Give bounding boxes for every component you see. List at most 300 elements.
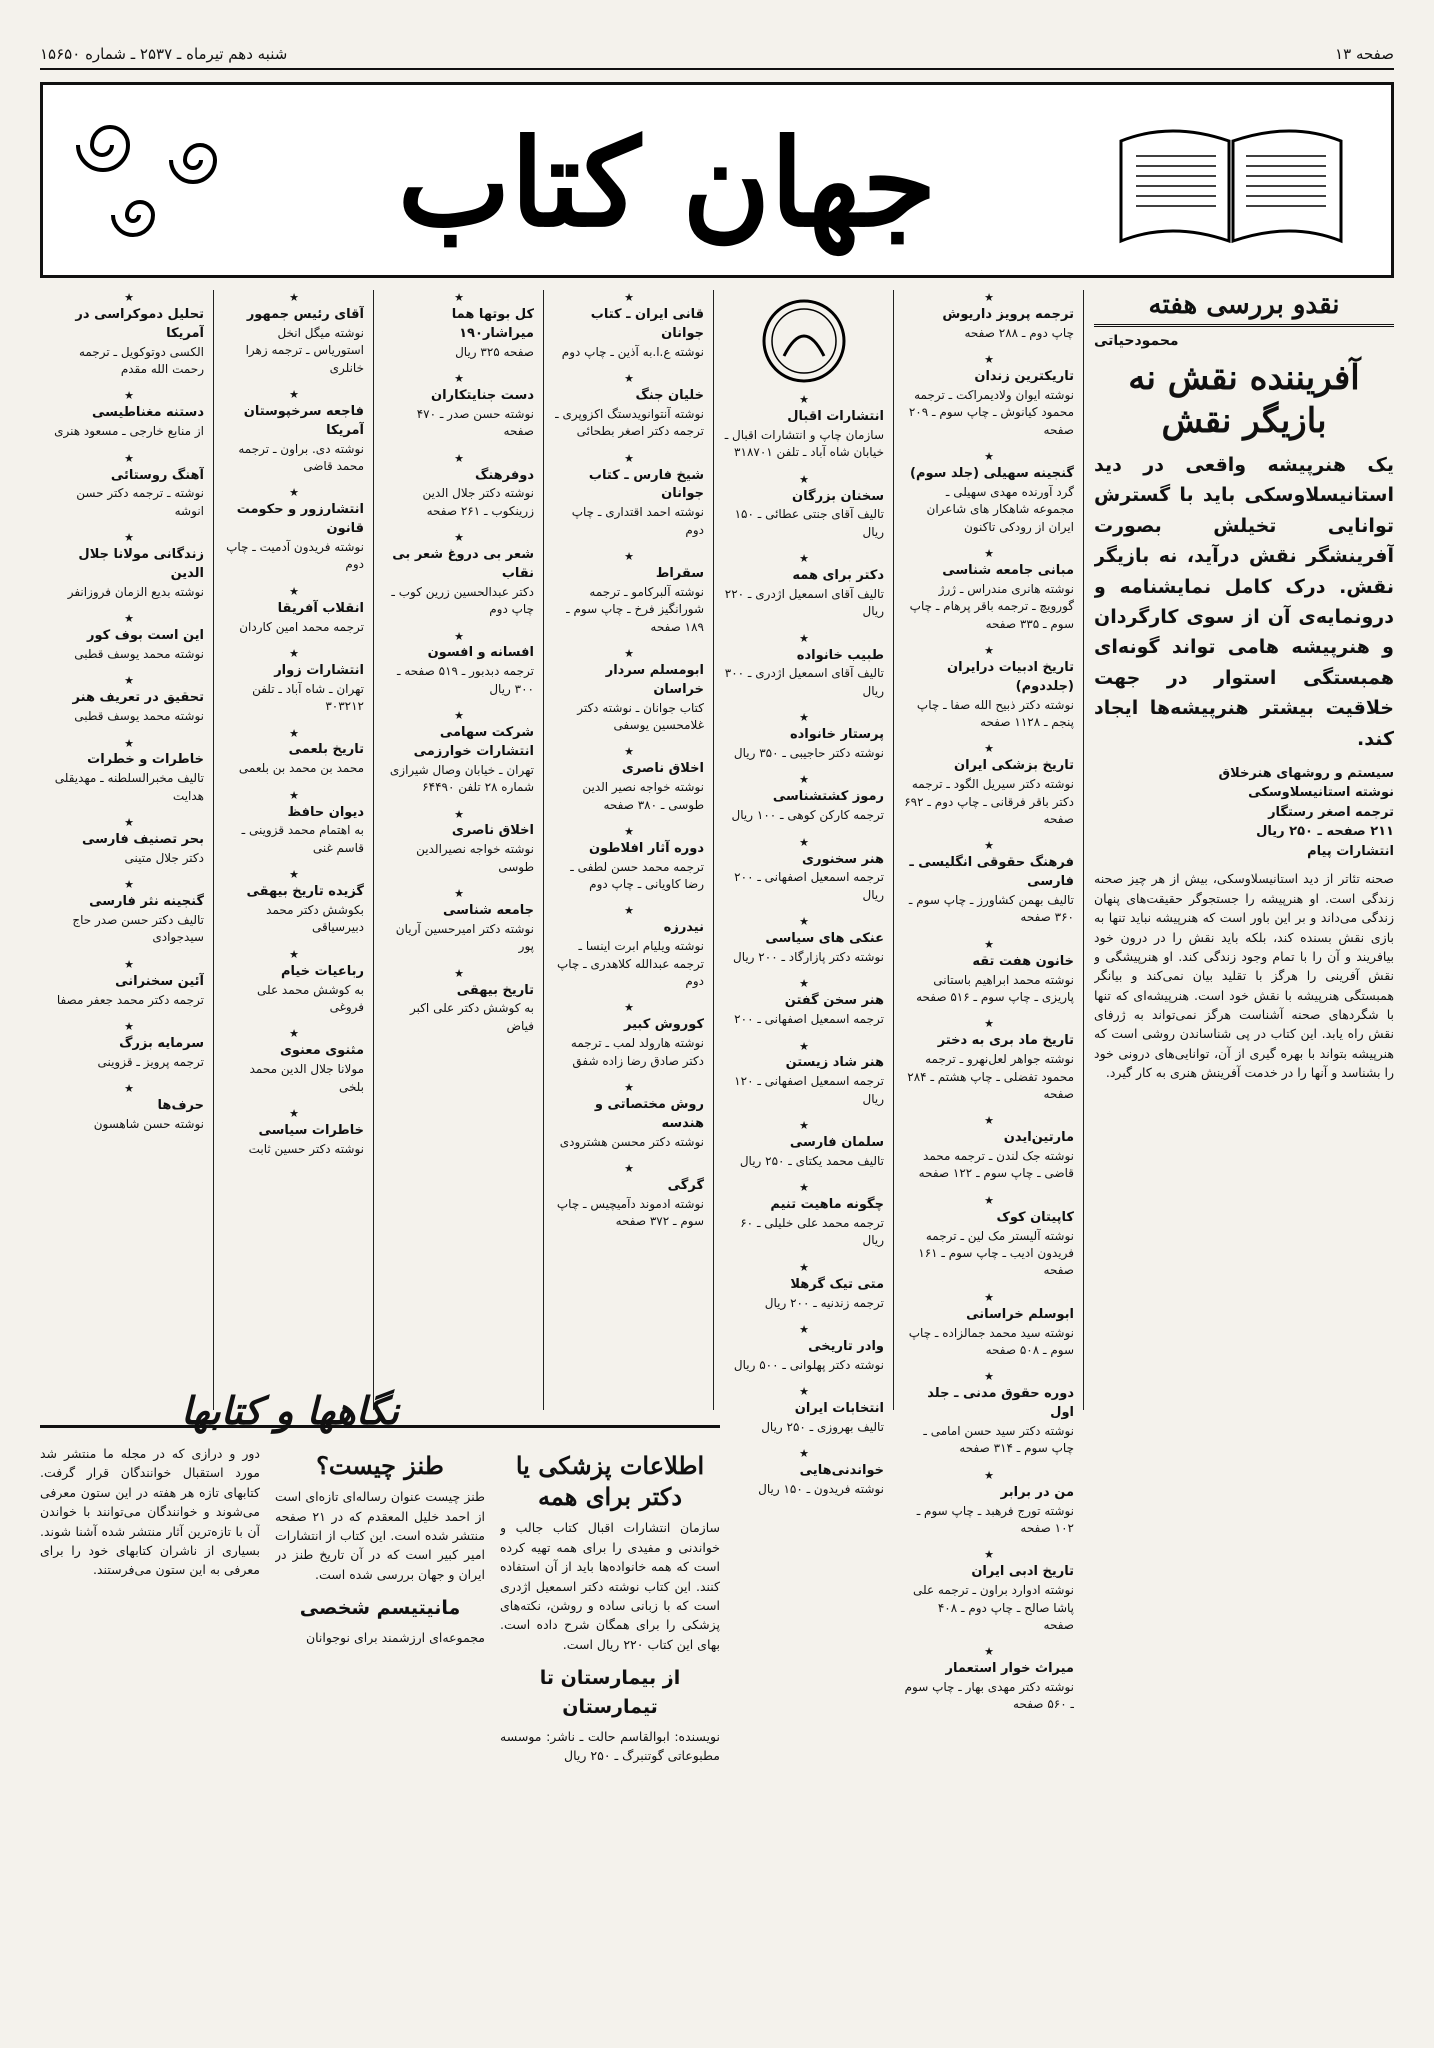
book-title: گرگی: [667, 1177, 704, 1193]
book-list-column-2: [724, 290, 884, 1990]
book-details: به کوشش دکتر علی اکبر فیاض: [409, 1001, 534, 1033]
book-details: الکسی دوتوکویل ـ ترجمه رحمت الله مقدم: [78, 344, 204, 377]
page-header: [40, 40, 1394, 70]
book-entry: [224, 387, 364, 475]
book-entry: [724, 631, 884, 701]
book-entry: [554, 646, 704, 734]
book-entry: [724, 472, 884, 542]
book-entry: [904, 1468, 1074, 1538]
book-details: نوشته دکتر محسن هشترودی: [559, 1134, 704, 1149]
star-icon: ★: [984, 937, 994, 951]
book-entry: [384, 629, 534, 699]
book-details: گرد آورنده مهدی سهیلی ـ مجموعه شاهکار های شاعران ایران از رودکی تاکنون: [926, 484, 1074, 534]
book-details: نوشته دکتر سید حسن امامی ـ چاپ سوم ـ ۳۱۴ صفحه: [923, 1424, 1074, 1456]
book-details: ترجمه کارکن کوهی ـ ۱۰۰ ریال: [731, 808, 884, 823]
book-entry: [54, 451, 204, 521]
book-details: تالیف آقای جنتی عطائی ـ ۱۵۰ ریال: [734, 507, 884, 539]
book-title: هنر سخنوری: [802, 851, 884, 867]
book-entry: [904, 1016, 1074, 1103]
book-details: ترجمه دکتر محمد جعفر مصفا: [56, 992, 204, 1007]
star-icon: ★: [454, 966, 464, 980]
book-entry: [724, 1260, 884, 1312]
book-entry: [904, 352, 1074, 439]
book-entry: [54, 815, 204, 867]
star-icon: ★: [124, 736, 134, 750]
star-icon: ★: [289, 726, 299, 740]
book-details: نوشته دکتر امیرحسین آریان پور: [395, 921, 534, 954]
star-icon: ★: [624, 372, 634, 386]
book-title: قانی ایران ـ کتاب جوانان: [590, 306, 704, 341]
article-3: [40, 1444, 260, 2014]
book-title: نیدرزه: [663, 920, 704, 936]
book-entry: [54, 877, 204, 947]
book-entry: [54, 611, 204, 663]
star-icon: ★: [799, 472, 809, 486]
star-icon: ★: [984, 1114, 994, 1128]
book-details: نوشته سید محمد جمالزاده ـ چاپ سوم ـ ۵۰۸ صفحه: [908, 1325, 1074, 1357]
book-title: مبانی جامعه شناسی: [942, 563, 1074, 579]
star-icon: ★: [289, 1027, 299, 1041]
book-entry: [554, 451, 704, 539]
book-details: ترجمه محمد امین کاردان: [239, 619, 364, 634]
star-icon: ★: [799, 552, 809, 566]
star-icon: ★: [984, 1468, 994, 1482]
article-1-sub: از بیمارستان تا تیمارستان: [539, 1667, 681, 1719]
book-entry: [384, 290, 534, 361]
book-entry: [904, 838, 1074, 926]
star-icon: ★: [799, 1322, 809, 1336]
book-entry: [54, 530, 204, 601]
book-details: نوشته دکتر مهدی بهار ـ چاپ سوم ـ ۵۶۰ صفحه: [904, 1680, 1074, 1712]
book-entry: [904, 643, 1074, 731]
article-1-body: سازمان انتشارات اقبال کتاب جالب و خواندنی و مفیدی را برای همه تهیه کرده است که همه خانواده‌ها باید از آن استفاده کنند. این کتاب نوشته دکتر اسمعیل اژدری است که با زبانی ساده و روشن، نکته‌های پزشکی را برای همگان شرح داده است. بهای این کتاب ۲۲۰ ریال است.: [500, 1520, 720, 1652]
review-book-publisher: انتشارات پیام: [1307, 843, 1394, 859]
book-entry: [384, 708, 534, 796]
book-title: رموز کشتشناسی: [772, 789, 884, 805]
book-title: تحقیق در تعریف هنر: [72, 690, 204, 706]
book-entry: [224, 867, 364, 937]
book-details: تالیف بهروزی ـ ۲۵۰ ریال: [761, 1419, 884, 1434]
book-title: انتشارات اقبال: [787, 408, 884, 424]
book-title: تاریخ بلعمی: [288, 742, 364, 758]
star-icon: ★: [124, 878, 134, 892]
book-details: نوشته ع.ا.به آذین ـ چاپ دوم: [561, 344, 704, 359]
star-icon: ★: [124, 291, 134, 304]
book-entry: [554, 744, 704, 814]
book-title: عنکی های سیاسی: [765, 931, 884, 947]
star-icon: ★: [799, 977, 809, 991]
book-details: نوشته دکتر جلال الدین زرینکوب ـ ۲۶۱ صفحه: [422, 486, 534, 518]
book-entry: [384, 451, 534, 521]
star-icon: ★: [799, 631, 809, 645]
book-entry: [904, 1193, 1074, 1280]
book-details: تالیف دکتر حسن صدر حاج سیدجوادی: [72, 913, 204, 945]
star-icon: ★: [454, 709, 464, 723]
star-icon: ★: [799, 711, 809, 725]
article-1: [500, 1444, 720, 2014]
book-details: تالیف آقای اسمعیل اژدری ـ ۳۰۰ ریال: [724, 666, 884, 698]
review-article: [1094, 290, 1394, 1410]
book-title: آئین سخنرانی: [115, 973, 204, 989]
book-details: نوشته فریدون ـ ۱۵۰ ریال: [758, 1482, 884, 1497]
book-title: فرهنگ حقوقی انگلیسی ـ فارسی: [909, 855, 1074, 890]
book-details: نوشته دکتر حسین ثابت: [248, 1141, 364, 1156]
book-entry: [724, 914, 884, 966]
book-entry: [224, 788, 364, 858]
book-title: متی تیک گرهلا: [790, 1276, 884, 1292]
book-list-column-5: [224, 290, 364, 1410]
book-list-column-4: [384, 290, 534, 1410]
star-icon: ★: [124, 451, 134, 465]
book-entry: [904, 1369, 1074, 1457]
book-title: کوروش کبیر: [624, 1017, 704, 1033]
star-icon: ★: [799, 1039, 809, 1053]
book-title: گنجینه سهیلی (جلد سوم): [910, 466, 1074, 482]
book-title: حرف‌ها: [157, 1098, 204, 1114]
column-divider: [713, 290, 714, 1410]
book-title: سلمان فارسی: [789, 1135, 884, 1150]
star-icon: ★: [799, 835, 809, 849]
review-book-translator: ترجمه اصغر رستگار: [1268, 804, 1394, 820]
book-details: نوشته آنتوانویدستگ اکزوپری ـ ترجمه دکتر اصغر بطحائی: [555, 406, 704, 439]
book-entry: [224, 485, 364, 573]
book-details: نوشته هانری مندراس ـ ژرژ گورویچ ـ ترجمه باقر پرهام ـ چاپ سوم ـ ۳۳۵ صفحه: [909, 581, 1074, 631]
book-details: محمد بن محمد بن بلعمی: [238, 761, 364, 776]
article-1-head: اطلاعات پزشکی یا دکتر برای همه: [515, 1451, 705, 1512]
book-details: ترجمه دبدبور ـ ۵۱۹ صفحه ـ ۳۰۰ ریال: [397, 664, 534, 696]
star-icon: ★: [799, 1447, 809, 1461]
review-book-pages: ۲۱۱ صفحه ـ ۲۵۰ ریال: [1256, 824, 1394, 840]
book-title: من در برابر: [1000, 1484, 1074, 1500]
book-details: تهران ـ خیابان وصال شیرازی شماره ۲۸ تلفن ۶۴۴۹۰: [389, 762, 534, 795]
book-details: نوشته ادموند دآمیچیس ـ چاپ سوم ـ ۳۷۲ صفحه: [556, 1196, 704, 1229]
book-entry: [724, 976, 884, 1028]
star-icon: ★: [799, 915, 809, 929]
book-details: نوشته جواهر لعل‌نهرو ـ ترجمه محمود تفضلی ـ چاپ هشتم ـ ۲۸۴ صفحه: [907, 1052, 1074, 1101]
star-icon: ★: [289, 387, 299, 401]
article-2-body: طنز چیست عنوان رساله‌ای تازه‌ای است از احمد خلیل المعقدم که در ۲۱ صفحه منتشر شده است. این کتاب از انتشارات امیر کبیر است که در آن تاریخ طنز در ایران و جهان بررسی شده است.: [275, 1489, 485, 1582]
star-icon: ★: [984, 1548, 994, 1562]
star-icon: ★: [289, 947, 299, 961]
book-title: هنر سخن گفتن: [784, 993, 884, 1009]
book-title: هنر شاد زیستن: [785, 1055, 884, 1071]
review-body: صحنه تئاتر از دید استانیسلاوسکی، بیش از هر چیز صحنه زندگی است. او هنرپیشه را جستجوگر حقیقت‌های پنهان زندگی می‌داند و بر این باور است که هنرپیشه نباید تنها به بازی نقش بسنده کند، بلکه باید نقش را در درون خود بیافریند و آن را با تمام وجود زندگی کند. او هنرپیشگی و نقش آفرینی را هرگز با تقلید بیان نمی‌کند و بیانگر همبستگی هنرپیشه با نقش خود است. هنرپیشه‌ای که تنها با شگردهای صحنه آشناست هرگز نمی‌تواند به ژرفای نقش راه یابد. این کتاب در پی شناساندن روشی است که هنرپیشه بتواند با بهره گیری از آن، توانایی‌های درونی خود را بشناسد و آنها را در خدمت آفرینش هنری به کار گیرد.: [1094, 871, 1394, 1081]
book-entry: [724, 1446, 884, 1498]
star-icon: ★: [124, 674, 134, 688]
column-divider: [213, 290, 214, 1410]
star-icon: ★: [624, 1162, 634, 1175]
book-entry: [54, 957, 204, 1009]
star-icon: ★: [454, 291, 464, 304]
star-icon: ★: [454, 451, 464, 465]
book-details: ترجمه محمد حسن لطفی ـ رضا کاویانی ـ چاپ دوم: [570, 859, 704, 892]
book-list-column-3: [554, 290, 704, 1410]
star-icon: ★: [289, 646, 299, 660]
review-lead: یک هنرپیشه واقعی در دید استانیسلاوسکی باید با گسترش توانایی تخیلش بصورت آفرینشگر نقش درآید، نه بازیگر نقش. درک کامل نمایشنامه و درونمایه‌ی آن از سوی کارگردان و هنرپیشه هامی تواند گونه‌ای همبستگی استوار در جهت خلاقیت بیشتر هنرپیشه‌ها ایجاد کند.: [1094, 454, 1394, 750]
book-title: گنجینه نثر فارسی: [89, 894, 204, 910]
book-title: آقای رئیس جمهور: [246, 306, 364, 322]
book-title: سرمایه بزرگ: [119, 1035, 204, 1051]
page-number: صفحه ۱۳: [1335, 45, 1394, 63]
book-entry: [904, 546, 1074, 633]
book-title: انتخابات ایران: [794, 1401, 884, 1417]
book-entry: [384, 371, 534, 441]
book-entry: [554, 290, 704, 361]
book-title: دستنه مغناطیسی: [92, 405, 204, 421]
article-2-head: طنز چیست؟: [316, 1451, 444, 1480]
book-details: نوشته آلبرکامو ـ ترجمه شورانگیز فرخ ـ چاپ سوم ـ ۱۸۹ صفحه: [566, 584, 704, 634]
book-entry: [224, 726, 364, 778]
book-entry: [54, 388, 204, 440]
review-author: محمودحیاتی: [1094, 333, 1179, 349]
book-details: نوشته دکتر ذبیح الله صفا ـ چاپ پنجم ـ ۱۱۲۸ صفحه: [916, 697, 1074, 730]
book-entry: [54, 1081, 204, 1133]
book-details: نوشته آلیستر مک لین ـ ترجمه فریدون ادیب ـ چاپ سوم ـ ۱۶۱ صفحه: [918, 1228, 1074, 1278]
book-details: نوشته ایوان ولادیمراکت ـ ترجمه محمود کیانوش ـ چاپ سوم ـ ۲۰۹ صفحه: [908, 387, 1074, 437]
book-details: نوشته خواجه نصیر الدین طوسی ـ ۳۸۰ صفحه: [582, 780, 704, 812]
star-icon: ★: [124, 1082, 134, 1096]
star-icon: ★: [289, 1106, 299, 1120]
book-title: دوفرهنگ: [475, 467, 534, 483]
book-entry: [384, 807, 534, 877]
book-title: اخلاق ناصری: [451, 823, 534, 839]
review-title: آفریننده نقش نه بازیگر نقش: [1128, 358, 1360, 441]
book-details: دکتر عبدالحسین زرین کوب ـ چاپ دوم: [391, 584, 534, 617]
book-title: تاریکترین زندان: [974, 369, 1074, 385]
book-title: شعر بی دروغ شعر بی نقاب: [392, 547, 534, 581]
book-entry: [384, 966, 534, 1036]
book-title: ابوسلم خراسانی: [966, 1306, 1074, 1322]
column-divider: [543, 290, 544, 1410]
book-entry: [384, 530, 534, 618]
star-icon: ★: [289, 868, 299, 882]
book-entry: [224, 1106, 364, 1158]
book-title: چگونه ماهیت تنیم: [770, 1197, 884, 1213]
star-icon: ★: [984, 839, 994, 853]
book-details: ترجمه زندنیه ـ ۲۰۰ ریال: [764, 1295, 884, 1310]
book-details: ترجمه اسمعیل اصفهانی ـ ۲۰۰ ریال: [734, 870, 884, 902]
book-details: نوشته ویلیام ابرت اینسا ـ ترجمه عبدالله کلاهدری ـ چاپ دوم: [556, 939, 704, 989]
eqbal-logo-icon: [759, 296, 849, 386]
book-details: سازمان چاپ و انتشارات اقبال ـ خیابان شاه آباد ـ تلفن ۳۱۸۷۰۱: [724, 427, 884, 460]
book-entry: [554, 1161, 704, 1231]
star-icon: ★: [454, 531, 464, 545]
book-entry: [224, 646, 364, 716]
book-title: ترجمه پرویز داریوش: [942, 306, 1074, 322]
book-details: بکوشش دکتر محمد دبیرسیاقی: [266, 903, 364, 935]
book-details: نوشته محمد یوسف قطبی: [74, 646, 204, 661]
article-3-body: دور و درازی که در مجله ما منتشر شد مورد استقبال خوانندگان قرار گرفت. کتابهای تازه هر هفته در این ستون معرفی می‌شوند و خوانندگان می‌توانند با خواندن آن با تازه‌ترین آثار منتشر شده آشنا شوند. بسیاری از ناشران کتابهای خود را برای معرفی به این ستون می‌فرستند.: [40, 1446, 260, 1578]
book-entry: [224, 1026, 364, 1096]
book-title: گزیده تاریخ بیهقی: [246, 884, 364, 900]
book-details: چاپ دوم ـ ۲۸۸ صفحه: [964, 325, 1074, 340]
book-details: نوشته خواجه نصیرالدین طوسی: [416, 842, 534, 874]
book-title: انتشارات زوار: [274, 662, 364, 678]
book-details: نوشته میگل انخل استوریاس ـ ترجمه زهرا خانلری: [245, 325, 364, 375]
star-icon: ★: [454, 887, 464, 901]
star-icon: ★: [624, 824, 634, 838]
book-details: ترجمه محمد علی خلیلی ـ ۶۰ ریال: [740, 1216, 884, 1248]
book-entry: [224, 584, 364, 636]
book-entry: [904, 937, 1074, 1007]
book-entry: [554, 549, 704, 636]
book-details: نوشته هارولد لمب ـ ترجمه دکتر صادق رضا زاده شفق: [570, 1036, 704, 1068]
book-title: دوره آثار افلاطون: [589, 840, 704, 856]
star-icon: ★: [124, 612, 134, 626]
book-title: دوره حقوق مدنی ـ جلد اول: [927, 1386, 1074, 1421]
book-details: ترجمه اسمعیل اصفهانی ـ ۲۰۰: [734, 1012, 884, 1027]
star-icon: ★: [289, 486, 299, 500]
book-title: آهنگ روستائی: [110, 467, 204, 483]
reviews-section: [40, 1388, 720, 2018]
book-details: صفحه ۳۲۵ ریال: [455, 344, 534, 359]
book-entry: [554, 824, 704, 894]
star-icon: ★: [624, 1080, 634, 1094]
book-entry: [904, 290, 1074, 342]
issue-date: شنبه دهم تیرماه ـ ۲۵۳۷ ـ شماره ۱۵۶۵۰: [40, 45, 288, 63]
book-details: نوشته دکتر پهلوانی ـ ۵۰۰ ریال: [733, 1357, 884, 1372]
book-entry: [724, 392, 884, 462]
book-details: کتاب جوانان ـ نوشته دکتر غلامحسین یوسفی: [577, 700, 704, 732]
star-icon: ★: [799, 773, 809, 787]
book-entry: [724, 835, 884, 905]
book-details: تالیف آقای اسمعیل اژدری ـ ۲۲۰ ریال: [724, 586, 884, 619]
star-icon: ★: [624, 646, 634, 660]
star-icon: ★: [984, 1193, 994, 1207]
book-title: سقراط: [655, 565, 704, 581]
book-entry: [724, 1384, 884, 1436]
book-title: اخلاق ناصری: [621, 761, 704, 777]
book-title: انتشارزور و حکومت قانون: [236, 502, 364, 537]
star-icon: ★: [124, 1019, 134, 1033]
book-details: نوشته ـ ترجمه دکتر حسن انوشه: [76, 486, 204, 518]
book-details: تالیف بهمن کشاورز ـ چاپ سوم ـ ۳۶۰ صفحه: [908, 893, 1074, 925]
book-entry: [904, 449, 1074, 536]
book-title: دکتر برای همه: [792, 568, 884, 584]
book-details: تالیف مخبرالسلطنه ـ مهدیقلی هدایت: [54, 771, 204, 803]
book-entry: [904, 1113, 1074, 1183]
book-title: دست جنایتکاران: [431, 387, 534, 403]
book-entry: [554, 1080, 704, 1151]
open-book-icon: [1111, 111, 1351, 251]
star-icon: ★: [454, 372, 464, 386]
book-title: جامعه شناسی: [443, 903, 534, 919]
book-title: مثنوی معنوی: [279, 1043, 364, 1059]
star-icon: ★: [984, 1370, 994, 1384]
book-title: تاریخ بیهقی: [456, 982, 534, 998]
book-entry: [724, 551, 884, 621]
book-title: شرکت سهامی انتشارات خوارزمی: [413, 725, 534, 759]
star-icon: ★: [984, 291, 994, 304]
book-details: ترجمه اسمعیل اصفهانی ـ ۱۲۰ ریال: [734, 1074, 884, 1106]
book-details: نوشته احمد اقتداری ـ چاپ دوم: [571, 505, 704, 537]
star-icon: ★: [624, 745, 634, 759]
book-details: به کوشش محمد علی فروغی: [256, 982, 364, 1014]
star-icon: ★: [289, 788, 299, 802]
book-title: سخنان بزرگان: [792, 488, 884, 504]
book-entry: [724, 710, 884, 762]
book-details: ترجمه پرویز ـ قزوینی: [97, 1054, 204, 1069]
book-entry: [554, 371, 704, 441]
review-book-title: سیستم و روشهای هنرخلاق: [1218, 765, 1394, 781]
book-title: تاریخ ادبیات درایران (جلددوم): [947, 659, 1074, 694]
book-details: نوشته محمد ابراهیم باستانی پاریزی ـ چاپ سوم ـ ۵۱۶ صفحه: [916, 972, 1074, 1004]
book-details: تهران ـ شاه آباد ـ تلفن ۳۰۳۲۱۲: [252, 681, 364, 714]
book-details: نوشته دکتر پازارگاد ـ ۲۰۰ ریال: [732, 949, 884, 964]
book-title: ابومسلم سردار خراسان: [605, 662, 704, 697]
star-icon: ★: [799, 1181, 809, 1195]
article-2: [275, 1444, 485, 2014]
book-entry: [54, 673, 204, 725]
book-entry: [904, 1644, 1074, 1714]
star-icon: ★: [289, 584, 299, 598]
column-divider: [893, 290, 894, 1410]
book-list-column-1: [904, 290, 1074, 1990]
star-icon: ★: [799, 1385, 809, 1399]
star-icon: ★: [124, 531, 134, 545]
book-title: وادر تاریخی: [808, 1338, 884, 1354]
book-entry: [724, 1118, 884, 1170]
star-icon: ★: [624, 1001, 634, 1015]
book-title: کاپیتان کوک: [996, 1209, 1074, 1225]
book-title: روش مختصاتی و هندسه: [594, 1096, 704, 1131]
book-title: خواندنی‌هایی: [799, 1463, 884, 1479]
star-icon: ★: [624, 451, 634, 465]
book-details: دکتر جلال متینی: [124, 850, 204, 865]
book-title: افسانه و افسون: [427, 645, 534, 661]
book-entry: [224, 947, 364, 1017]
article-2-meta: مجموعه‌ای ارزشمند برای نوجوانان: [305, 1629, 485, 1645]
book-entry: [724, 1322, 884, 1374]
book-entry: [904, 1290, 1074, 1360]
book-title: شیخ فارس ـ کتاب جوانان: [588, 467, 704, 502]
column-divider: [373, 290, 374, 1410]
column-divider: [1083, 290, 1084, 1410]
article-1-meta: نویسنده: ابوالقاسم حالت ـ ناشر: موسسه مطبوعاتی گوتنبرگ ـ ۲۵۰ ریال: [500, 1728, 720, 1764]
book-entry: [384, 886, 534, 956]
star-icon: ★: [984, 1017, 994, 1031]
review-book-author: نوشته استانیسلاوسکی: [1248, 785, 1394, 801]
book-title: خلیان جنگ: [635, 387, 704, 403]
book-title: رباعیات خیام: [281, 963, 364, 979]
book-details: نوشته دی. براون ـ ترجمه محمد قاضی: [238, 441, 364, 473]
book-entry: [904, 741, 1074, 828]
star-icon: ★: [984, 450, 994, 464]
review-book-info: [1094, 764, 1394, 862]
book-details: به اهتمام محمد قزوینی ـ قاسم غنی: [241, 823, 364, 855]
book-title: میراث خوار استعمار: [945, 1661, 1074, 1677]
book-details: نوشته تورج فرهبد ـ چاپ سوم ـ ۱۰۲ صفحه: [916, 1503, 1074, 1535]
book-title: انقلاب آفریقا: [277, 600, 364, 616]
book-entry: [54, 736, 204, 806]
book-details: نوشته حسن صدر ـ ۴۷۰ صفحه: [416, 406, 534, 439]
book-entry: [224, 290, 364, 377]
star-icon: ★: [799, 1260, 809, 1274]
book-title: بحر تصنیف فارسی: [82, 832, 204, 847]
book-details: مولانا جلال الدین محمد بلخی: [249, 1062, 364, 1094]
star-icon: ★: [984, 353, 994, 367]
book-title: این است بوف کور: [87, 628, 204, 644]
book-details: نوشته حسن شاهسون: [93, 1116, 204, 1131]
book-title: زندگانی مولانا جلال الدین: [78, 547, 204, 581]
book-details: تالیف محمد یکتای ـ ۲۵۰ ریال: [739, 1153, 884, 1168]
masthead-title: جهان کتاب: [397, 113, 937, 254]
star-icon: ★: [799, 1119, 809, 1133]
book-title: فاجعه سرخپوستان آمریکا: [243, 403, 364, 438]
book-title: طبیب خانواده: [796, 647, 884, 663]
book-details: نوشته جک لندن ـ ترجمه محمد قاضی ـ چاپ سوم ـ ۱۲۲ صفحه: [918, 1149, 1074, 1181]
book-details: نوشته ادوارد براون ـ ترجمه علی پاشا صالح ـ چاپ دوم ـ ۴۰۸ صفحه: [913, 1583, 1074, 1632]
